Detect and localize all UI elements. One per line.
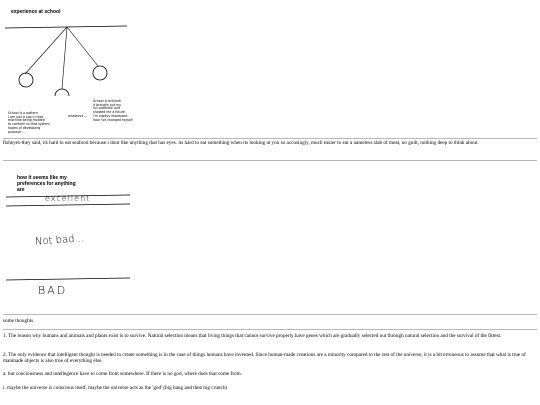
divider — [3, 160, 537, 161]
sketch-title-preferences: how it seems like my preferences for anything are — [17, 175, 76, 193]
sketch-title-experience: experience at school — [11, 9, 61, 15]
pendulum-string-left — [25, 27, 67, 74]
divider — [3, 329, 537, 330]
pendulum-string-right — [67, 27, 98, 66]
thought-1: 1. The reason why humans and animals and plants exist is to survive. Natural selection means that living things that cannot survive properly have genes which are gradually selected out through natural selection and the survival of the fittest. — [3, 333, 502, 339]
pref-line-bottom — [6, 278, 130, 280]
pendulum-string-middle — [62, 27, 67, 89]
label-bad: BAD — [38, 284, 68, 297]
sketch-note-right: School is brilliant! It brought out my full potential and showed me a future. I'm always impressed how i've changed myself — [93, 99, 133, 122]
paragraph-fisheyes: fisheyes-they said, its hard to eat seafood because i dont like anything that has eyes. its hard to eat something when its looking at you so accusingly, much easier to eat a nameless slab of meat, no guilt, nothing deep to think about. — [3, 140, 479, 146]
thought-2: 2. The only evidence that intelligent thought is needed to create something is in the case of things humans have invented. Since human-made creations are a minority compared to the rest of the universe, it is a bit erroneous to assume that what is true of manmade objects is also true of everything else. — [3, 352, 526, 364]
thought-i: i. maybe the universe is conscious itself, maybe the universe acts as the 'god' (big bang and then big crunch) — [3, 385, 228, 391]
divider — [3, 314, 537, 315]
pendulum-sketch — [0, 16, 130, 96]
heading-some-thoughts: some thoughts — [3, 318, 34, 324]
sketch-note-middle: whatevvs ... — [68, 114, 88, 118]
pendulum-ball-left — [19, 73, 33, 87]
divider — [3, 138, 537, 139]
sketch-note-left: School is a pattern. I am just a cog in that machine being molded to conform to that system hopes of developing purpose ... — [8, 111, 50, 134]
pendulum-ball-middle — [55, 89, 69, 96]
label-excellent: excellent — [45, 194, 91, 203]
pendulum-ball-right — [93, 66, 107, 80]
pref-line-second — [6, 204, 130, 206]
label-not-bad: Not bad... — [34, 233, 85, 248]
thought-a: a. but conciousness and intellegence have to come from somewhere. If there is no god, where does that come from. — [3, 371, 242, 377]
